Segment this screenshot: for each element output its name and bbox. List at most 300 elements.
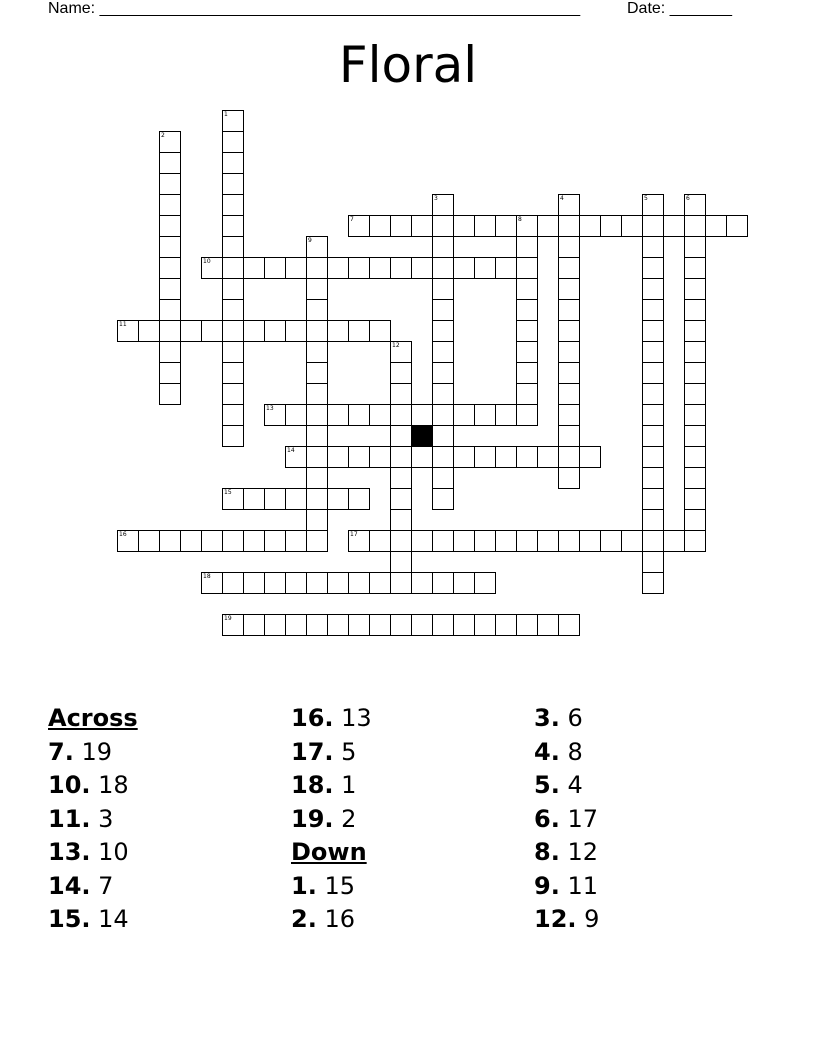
grid-cell[interactable] (579, 446, 601, 468)
grid-cell[interactable] (285, 257, 307, 279)
grid-cell[interactable] (222, 383, 244, 405)
grid-cell[interactable] (369, 257, 391, 279)
date-label: Date: (627, 0, 666, 17)
clue-number: 13. (48, 838, 91, 866)
clue-number: 7. (48, 737, 74, 766)
grid-cell[interactable] (306, 341, 328, 363)
grid-cell[interactable] (159, 236, 181, 258)
grid-cell[interactable] (432, 194, 454, 216)
clue-number: 15. (48, 905, 91, 933)
grid-cell[interactable] (390, 509, 412, 531)
name-label: Name: (48, 0, 96, 17)
grid-cell[interactable] (411, 572, 433, 594)
clue-across-13 (48, 836, 138, 870)
grid-cell[interactable] (369, 530, 391, 552)
grid-cell[interactable] (684, 404, 706, 426)
black-cell (411, 425, 433, 447)
grid-cell[interactable] (390, 488, 412, 510)
grid-cell[interactable] (558, 299, 580, 321)
grid-cell[interactable] (264, 614, 286, 636)
clues-column-1 (48, 702, 138, 937)
grid-cell[interactable] (621, 215, 643, 237)
clue-number: 12. (534, 905, 577, 933)
grid-cell[interactable] (642, 236, 664, 258)
grid-cell[interactable] (201, 572, 223, 594)
grid-cell[interactable] (684, 446, 706, 468)
clue-answer: 15 (324, 871, 356, 900)
grid-cell[interactable] (516, 257, 538, 279)
grid-cell[interactable] (432, 572, 454, 594)
grid-cell[interactable] (705, 215, 727, 237)
cell-number: 15 (224, 489, 232, 496)
cell-number: 2 (161, 132, 165, 139)
grid-cell[interactable] (306, 362, 328, 384)
grid-cell[interactable] (684, 299, 706, 321)
grid-cell[interactable] (390, 425, 412, 447)
grid-cell[interactable] (222, 236, 244, 258)
grid-cell[interactable] (369, 446, 391, 468)
clue-across-17 (291, 736, 372, 770)
grid-cell[interactable] (558, 362, 580, 384)
grid-cell[interactable] (180, 530, 202, 552)
clue-answer: 6 (567, 704, 583, 732)
grid-cell[interactable] (369, 215, 391, 237)
grid-cell[interactable] (222, 215, 244, 237)
grid-cell[interactable] (600, 530, 622, 552)
grid-cell[interactable] (558, 236, 580, 258)
cell-number: 7 (350, 216, 354, 223)
grid-cell[interactable] (306, 383, 328, 405)
grid-cell[interactable] (411, 404, 433, 426)
grid-cell[interactable] (432, 530, 454, 552)
grid-cell[interactable] (222, 572, 244, 594)
grid-cell[interactable] (306, 488, 328, 510)
grid-cell[interactable] (558, 614, 580, 636)
grid-cell[interactable] (264, 404, 286, 426)
grid-cell[interactable] (558, 425, 580, 447)
grid-cell[interactable] (516, 446, 538, 468)
grid-cell[interactable] (642, 215, 664, 237)
grid-cell[interactable] (453, 446, 475, 468)
grid-cell[interactable] (684, 509, 706, 531)
clue-number: 6. (534, 804, 560, 833)
grid-cell[interactable] (642, 257, 664, 279)
grid-cell[interactable] (159, 341, 181, 363)
grid-cell[interactable] (495, 530, 517, 552)
grid-cell[interactable] (432, 467, 454, 489)
grid-cell[interactable] (306, 467, 328, 489)
grid-cell[interactable] (306, 509, 328, 531)
grid-cell[interactable] (306, 614, 328, 636)
grid-cell[interactable] (306, 320, 328, 342)
grid-cell[interactable] (432, 488, 454, 510)
grid-cell[interactable] (138, 320, 160, 342)
clue-number: 3. (534, 704, 560, 732)
grid-cell[interactable] (411, 530, 433, 552)
grid-cell[interactable] (684, 341, 706, 363)
grid-cell[interactable] (516, 278, 538, 300)
grid-cell[interactable] (327, 446, 349, 468)
clue-number: 8. (534, 838, 560, 866)
cell-number: 1 (224, 111, 228, 118)
grid-cell[interactable] (516, 236, 538, 258)
grid-cell[interactable] (411, 446, 433, 468)
grid-cell[interactable] (327, 404, 349, 426)
grid-cell[interactable] (516, 341, 538, 363)
grid-cell[interactable] (516, 215, 538, 237)
grid-cell[interactable] (306, 299, 328, 321)
grid-cell[interactable] (369, 572, 391, 594)
clue-down-3 (534, 702, 599, 736)
date-blank[interactable]: _______ (669, 0, 732, 17)
grid-cell[interactable] (642, 404, 664, 426)
grid-cell[interactable] (474, 446, 496, 468)
clue-number: 16. (291, 704, 334, 732)
grid-cell[interactable] (453, 572, 475, 594)
grid-cell[interactable] (243, 488, 265, 510)
grid-cell[interactable] (159, 173, 181, 195)
grid-cell[interactable] (642, 530, 664, 552)
clue-down-8 (534, 836, 599, 870)
grid-cell[interactable] (285, 614, 307, 636)
grid-cell[interactable] (663, 530, 685, 552)
grid-cell[interactable] (474, 215, 496, 237)
clue-answer: 9 (584, 905, 600, 933)
grid-cell[interactable] (306, 530, 328, 552)
grid-cell[interactable] (201, 530, 223, 552)
grid-cell[interactable] (222, 362, 244, 384)
grid-cell[interactable] (432, 341, 454, 363)
grid-cell[interactable] (684, 530, 706, 552)
grid-cell[interactable] (516, 299, 538, 321)
grid-cell[interactable] (642, 362, 664, 384)
grid-cell[interactable] (390, 383, 412, 405)
grid-cell[interactable] (474, 530, 496, 552)
grid-cell[interactable] (222, 131, 244, 153)
grid-cell[interactable] (495, 215, 517, 237)
grid-cell[interactable] (453, 404, 475, 426)
grid-cell[interactable] (495, 614, 517, 636)
grid-cell[interactable] (159, 530, 181, 552)
grid-cell[interactable] (285, 488, 307, 510)
grid-cell[interactable] (474, 404, 496, 426)
grid-cell[interactable] (348, 572, 370, 594)
grid-cell[interactable] (201, 320, 223, 342)
cell-number: 13 (266, 405, 274, 412)
grid-cell[interactable] (222, 110, 244, 132)
grid-cell[interactable] (159, 215, 181, 237)
clue-across-14 (48, 870, 138, 904)
cell-number: 19 (224, 615, 232, 622)
grid-cell[interactable] (432, 215, 454, 237)
grid-cell[interactable] (348, 446, 370, 468)
grid-cell[interactable] (516, 404, 538, 426)
grid-cell[interactable] (411, 257, 433, 279)
grid-cell[interactable] (642, 425, 664, 447)
grid-cell[interactable] (306, 257, 328, 279)
grid-cell[interactable] (642, 446, 664, 468)
grid-cell[interactable] (537, 530, 559, 552)
clue-number: 11. (48, 804, 91, 833)
grid-cell[interactable] (348, 215, 370, 237)
cell-number: 17 (350, 531, 358, 538)
grid-cell[interactable] (684, 236, 706, 258)
grid-cell[interactable] (348, 320, 370, 342)
grid-cell[interactable] (159, 320, 181, 342)
grid-cell[interactable] (390, 572, 412, 594)
grid-cell[interactable] (264, 257, 286, 279)
grid-cell[interactable] (369, 404, 391, 426)
grid-cell[interactable] (558, 278, 580, 300)
grid-cell[interactable] (159, 257, 181, 279)
grid-cell[interactable] (222, 404, 244, 426)
grid-cell[interactable] (684, 362, 706, 384)
grid-cell[interactable] (285, 572, 307, 594)
clue-across-18 (291, 769, 372, 803)
grid-cell[interactable] (222, 194, 244, 216)
grid-cell[interactable] (285, 530, 307, 552)
grid-cell[interactable] (222, 320, 244, 342)
grid-cell[interactable] (432, 425, 454, 447)
grid-cell[interactable] (222, 299, 244, 321)
grid-cell[interactable] (159, 194, 181, 216)
clue-answer: 10 (98, 838, 129, 866)
grid-cell[interactable] (390, 215, 412, 237)
grid-cell[interactable] (411, 215, 433, 237)
grid-cell[interactable] (159, 383, 181, 405)
grid-cell[interactable] (453, 530, 475, 552)
grid-cell[interactable] (642, 278, 664, 300)
grid-cell[interactable] (432, 404, 454, 426)
grid-cell[interactable] (222, 173, 244, 195)
grid-cell[interactable] (558, 341, 580, 363)
grid-cell[interactable] (495, 257, 517, 279)
grid-cell[interactable] (558, 320, 580, 342)
clue-down-6 (534, 803, 599, 837)
clue-across-19 (291, 803, 372, 837)
grid-cell[interactable] (222, 257, 244, 279)
grid-cell[interactable] (684, 278, 706, 300)
grid-cell[interactable] (159, 131, 181, 153)
grid-cell[interactable] (684, 194, 706, 216)
grid-cell[interactable] (159, 278, 181, 300)
grid-cell[interactable] (432, 362, 454, 384)
grid-cell[interactable] (642, 551, 664, 573)
grid-cell[interactable] (684, 383, 706, 405)
clue-answer: 5 (341, 737, 357, 766)
clue-number: 19. (291, 804, 334, 833)
grid-cell[interactable] (222, 278, 244, 300)
clue-across-11 (48, 803, 138, 837)
clue-number: 5. (534, 771, 560, 799)
grid-cell[interactable] (516, 530, 538, 552)
grid-cell[interactable] (663, 215, 685, 237)
grid-cell[interactable] (327, 572, 349, 594)
grid-cell[interactable] (285, 404, 307, 426)
grid-cell[interactable] (537, 446, 559, 468)
grid-cell[interactable] (306, 446, 328, 468)
cell-number: 4 (560, 195, 564, 202)
grid-cell[interactable] (579, 215, 601, 237)
grid-cell[interactable] (180, 320, 202, 342)
grid-cell[interactable] (306, 572, 328, 594)
page-title: Floral (338, 36, 478, 94)
grid-cell[interactable] (453, 215, 475, 237)
grid-cell[interactable] (642, 509, 664, 531)
grid-cell[interactable] (243, 320, 265, 342)
grid-cell[interactable] (222, 614, 244, 636)
grid-cell[interactable] (243, 572, 265, 594)
grid-cell[interactable] (285, 446, 307, 468)
grid-cell[interactable] (264, 320, 286, 342)
grid-cell[interactable] (243, 257, 265, 279)
grid-cell[interactable] (684, 215, 706, 237)
grid-cell[interactable] (432, 257, 454, 279)
grid-cell[interactable] (201, 257, 223, 279)
grid-cell[interactable] (159, 362, 181, 384)
grid-cell[interactable] (243, 614, 265, 636)
grid-cell[interactable] (537, 614, 559, 636)
grid-cell[interactable] (222, 425, 244, 447)
grid-cell[interactable] (432, 320, 454, 342)
grid-cell[interactable] (558, 257, 580, 279)
grid-cell[interactable] (390, 614, 412, 636)
grid-cell[interactable] (642, 383, 664, 405)
cell-number: 5 (644, 195, 648, 202)
grid-cell[interactable] (306, 278, 328, 300)
grid-cell[interactable] (558, 215, 580, 237)
grid-cell[interactable] (684, 257, 706, 279)
grid-cell[interactable] (369, 320, 391, 342)
clue-down-2 (291, 903, 372, 937)
grid-cell[interactable] (306, 404, 328, 426)
grid-cell[interactable] (243, 530, 265, 552)
grid-cell[interactable] (558, 446, 580, 468)
grid-cell[interactable] (642, 572, 664, 594)
grid-cell[interactable] (327, 257, 349, 279)
cell-number: 8 (518, 216, 522, 223)
name-blank[interactable]: ______________________________________________________ (99, 0, 581, 17)
clue-across-15 (48, 903, 138, 937)
grid-cell[interactable] (222, 152, 244, 174)
grid-cell[interactable] (432, 446, 454, 468)
grid-cell[interactable] (117, 320, 139, 342)
clues-column-2 (291, 702, 372, 937)
grid-cell[interactable] (369, 614, 391, 636)
grid-cell[interactable] (642, 194, 664, 216)
grid-cell[interactable] (558, 467, 580, 489)
grid-cell[interactable] (222, 530, 244, 552)
grid-cell[interactable] (159, 299, 181, 321)
clue-answer: 3 (98, 804, 114, 833)
grid-cell[interactable] (474, 614, 496, 636)
grid-cell[interactable] (390, 257, 412, 279)
grid-cell[interactable] (558, 194, 580, 216)
grid-cell[interactable] (558, 530, 580, 552)
grid-cell[interactable] (537, 215, 559, 237)
grid-cell[interactable] (138, 530, 160, 552)
grid-cell[interactable] (327, 488, 349, 510)
grid-cell[interactable] (495, 446, 517, 468)
grid-cell[interactable] (159, 152, 181, 174)
clue-answer: 12 (567, 838, 599, 866)
grid-cell[interactable] (306, 236, 328, 258)
cell-number: 9 (308, 237, 312, 244)
grid-cell[interactable] (516, 362, 538, 384)
grid-cell[interactable] (495, 404, 517, 426)
grid-cell[interactable] (285, 320, 307, 342)
grid-cell[interactable] (684, 488, 706, 510)
cell-number: 16 (119, 531, 127, 538)
grid-cell[interactable] (390, 341, 412, 363)
grid-cell[interactable] (516, 320, 538, 342)
grid-cell[interactable] (327, 614, 349, 636)
grid-cell[interactable] (306, 425, 328, 447)
grid-cell[interactable] (222, 341, 244, 363)
grid-cell[interactable] (474, 257, 496, 279)
grid-cell[interactable] (642, 299, 664, 321)
grid-cell[interactable] (684, 320, 706, 342)
grid-cell[interactable] (432, 278, 454, 300)
grid-cell[interactable] (600, 215, 622, 237)
clue-down-4 (534, 736, 599, 770)
grid-cell[interactable] (222, 488, 244, 510)
clue-number: 2. (291, 905, 317, 933)
grid-cell[interactable] (264, 488, 286, 510)
grid-cell[interactable] (474, 572, 496, 594)
grid-cell[interactable] (621, 530, 643, 552)
grid-cell[interactable] (390, 530, 412, 552)
grid-cell[interactable] (348, 488, 370, 510)
grid-cell[interactable] (327, 320, 349, 342)
grid-cell[interactable] (348, 257, 370, 279)
grid-cell[interactable] (348, 614, 370, 636)
grid-cell[interactable] (642, 320, 664, 342)
cell-number: 12 (392, 342, 400, 349)
grid-cell[interactable] (558, 383, 580, 405)
grid-cell[interactable] (726, 215, 748, 237)
grid-cell[interactable] (453, 257, 475, 279)
grid-cell[interactable] (516, 614, 538, 636)
grid-cell[interactable] (264, 530, 286, 552)
grid-cell[interactable] (348, 404, 370, 426)
grid-cell[interactable] (264, 572, 286, 594)
grid-cell[interactable] (432, 614, 454, 636)
grid-cell[interactable] (432, 236, 454, 258)
clue-number: 4. (534, 737, 560, 766)
grid-cell[interactable] (390, 404, 412, 426)
grid-cell[interactable] (453, 614, 475, 636)
grid-cell[interactable] (390, 467, 412, 489)
grid-cell[interactable] (642, 341, 664, 363)
grid-cell[interactable] (390, 362, 412, 384)
grid-cell[interactable] (684, 425, 706, 447)
grid-cell[interactable] (579, 530, 601, 552)
grid-cell[interactable] (642, 467, 664, 489)
clue-answer: 7 (98, 871, 114, 900)
grid-cell[interactable] (558, 404, 580, 426)
grid-cell[interactable] (411, 614, 433, 636)
grid-cell[interactable] (432, 299, 454, 321)
grid-cell[interactable] (642, 488, 664, 510)
grid-cell[interactable] (432, 383, 454, 405)
grid-cell[interactable] (684, 467, 706, 489)
grid-cell[interactable] (390, 551, 412, 573)
grid-cell[interactable] (516, 383, 538, 405)
grid-cell[interactable] (348, 530, 370, 552)
grid-cell[interactable] (117, 530, 139, 552)
grid-cell[interactable] (390, 446, 412, 468)
